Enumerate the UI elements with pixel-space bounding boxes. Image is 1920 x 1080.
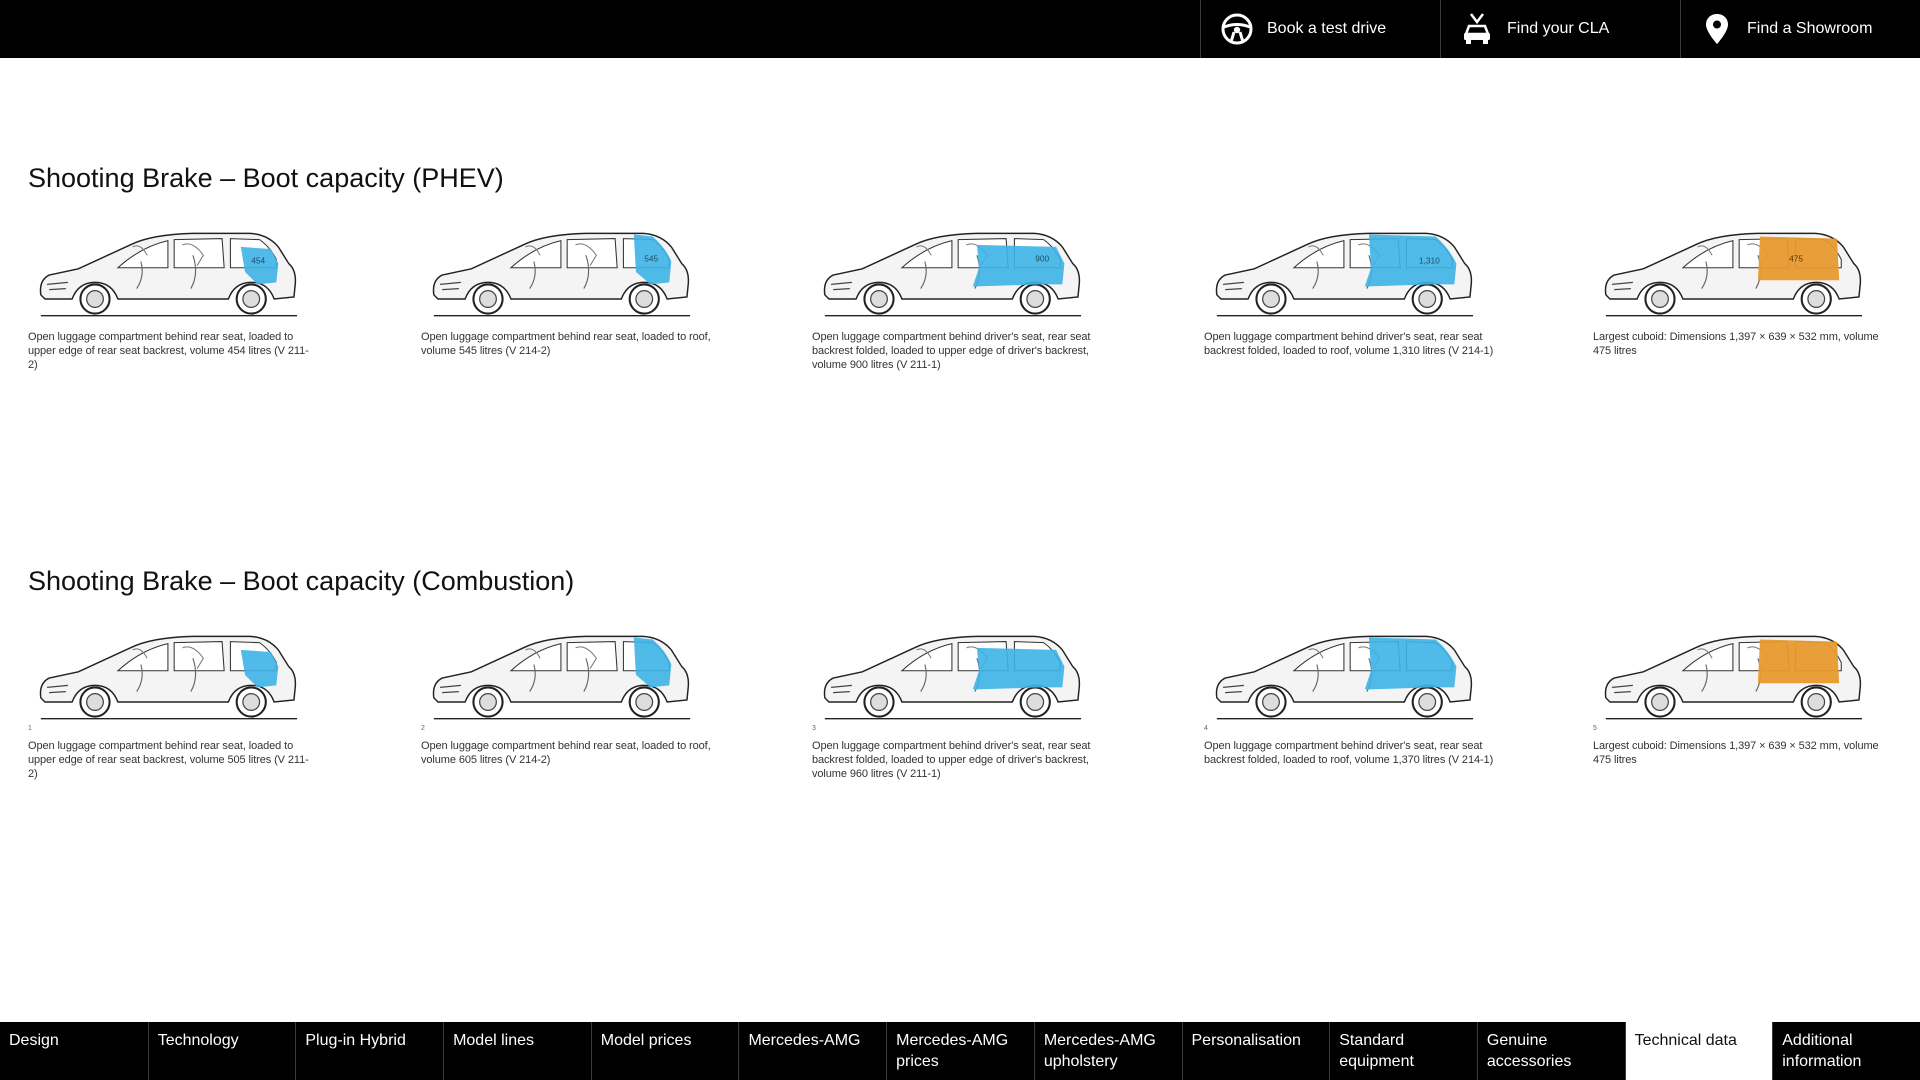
volume-badge: 545	[644, 253, 659, 264]
nav-item-model-lines[interactable]: Model lines	[443, 1022, 591, 1080]
figure-index: 3	[812, 725, 816, 732]
figure-index: 5	[1593, 725, 1597, 732]
car-boot-diagram	[812, 224, 1096, 324]
car-boot-diagram	[28, 224, 312, 324]
card-list	[28, 224, 1892, 394]
nav-item-genuine-accessories[interactable]: Genuine accessories	[1477, 1022, 1625, 1080]
find-your-cla-label: Find your CLA	[1507, 20, 1610, 37]
car-boot-diagram	[421, 224, 705, 324]
nav-item-mercedes-amg-upholstery[interactable]: Mercedes-AMG upholstery	[1034, 1022, 1182, 1080]
boot-card	[28, 627, 318, 781]
volume-badge: 454	[251, 255, 266, 266]
card-caption: Open luggage compartment behind rear seat, loaded to roof, volume 545 litres (V 214-2)	[421, 331, 711, 357]
car-boot-diagram	[1593, 224, 1877, 324]
find-showroom-label: Find a Showroom	[1747, 20, 1873, 37]
section-phev	[28, 158, 1892, 371]
card-caption: Open luggage compartment behind rear seat, loaded to upper edge of rear seat backrest, volume 454 litres (V 211-2)	[28, 331, 309, 371]
section-title: Shooting Brake – Boot capacity (PHEV)	[28, 163, 504, 193]
nav-item-additional-information[interactable]: Additional information	[1772, 1022, 1920, 1080]
volume-badge: 475	[1789, 253, 1804, 264]
nav-item-model-prices[interactable]: Model prices	[591, 1022, 739, 1080]
card-caption: Open luggage compartment behind driver's seat, rear seat backrest folded, loaded to roof, volume 1,370 litres (V 214-1)	[1204, 740, 1494, 766]
nav-item-design[interactable]: Design	[9, 1032, 59, 1049]
car-boot-diagram	[1593, 627, 1877, 727]
car-search-icon	[1459, 11, 1495, 47]
top-bar	[0, 0, 1920, 58]
boot-card	[1204, 224, 1494, 358]
boot-card	[812, 627, 1102, 781]
card-caption: Open luggage compartment behind driver's seat, rear seat backrest folded, loaded to upper edge of driver's backrest, volume 900 litres (V 211-1)	[812, 331, 1091, 371]
boot-card	[1593, 627, 1883, 767]
card-caption: Largest cuboid: Dimensions 1,397 × 639 × 532 mm, volume 475 litres	[1593, 740, 1879, 766]
section-combustion	[28, 561, 1892, 780]
nav-item-technology[interactable]: Technology	[148, 1022, 296, 1080]
find-showroom-button[interactable]	[1680, 0, 1920, 58]
car-boot-diagram	[28, 627, 312, 727]
volume-badge: 900	[1035, 253, 1050, 264]
nav-item-technical-data[interactable]: Technical data	[1625, 1022, 1773, 1080]
card-caption: Open luggage compartment behind rear seat, loaded to upper edge of rear seat backrest, volume 505 litres (V 211-2)	[28, 740, 309, 780]
car-boot-diagram	[421, 627, 705, 727]
figure-index: 2	[421, 725, 425, 732]
steering-wheel-icon	[1219, 11, 1255, 47]
car-boot-diagram	[1204, 224, 1488, 324]
boot-card	[1204, 627, 1494, 767]
bottom-nav	[0, 1022, 1920, 1080]
nav-item-mercedes-amg[interactable]: Mercedes-AMG	[738, 1022, 886, 1080]
boot-card	[421, 627, 711, 767]
header-actions	[1200, 0, 1920, 58]
card-caption: Open luggage compartment behind rear seat, loaded to roof, volume 605 litres (V 214-2)	[421, 740, 711, 766]
car-boot-diagram	[812, 627, 1096, 727]
card-caption: Largest cuboid: Dimensions 1,397 × 639 × 532 mm, volume 475 litres	[1593, 331, 1879, 357]
nav-item-standard-equipment[interactable]: Standard equipment	[1329, 1022, 1477, 1080]
section-title: Shooting Brake – Boot capacity (Combustion)	[28, 566, 575, 596]
find-your-cla-button[interactable]	[1440, 0, 1680, 58]
nav-item-plug-in-hybrid[interactable]: Plug-in Hybrid	[295, 1022, 443, 1080]
boot-card	[28, 224, 318, 372]
nav-item-personalisation[interactable]: Personalisation	[1182, 1022, 1330, 1080]
card-list	[28, 627, 1892, 797]
card-caption: Open luggage compartment behind driver's seat, rear seat backrest folded, loaded to upper edge of driver's backrest, volume 960 litres (V 211-1)	[812, 740, 1091, 780]
book-test-drive-button[interactable]	[1200, 0, 1440, 58]
figure-index: 1	[28, 725, 32, 732]
card-caption: Open luggage compartment behind driver's seat, rear seat backrest folded, loaded to roof, volume 1,310 litres (V 214-1)	[1204, 331, 1494, 357]
volume-badge: 1,310	[1418, 255, 1440, 266]
nav-item-mercedes-amg-prices[interactable]: Mercedes-AMG prices	[886, 1022, 1034, 1080]
car-boot-diagram	[1204, 627, 1488, 727]
boot-card	[812, 224, 1102, 372]
book-test-drive-label: Book a test drive	[1267, 20, 1387, 37]
figure-index: 4	[1204, 725, 1208, 732]
boot-card	[421, 224, 711, 358]
location-pin-icon	[1699, 11, 1735, 47]
boot-card	[1593, 224, 1883, 358]
